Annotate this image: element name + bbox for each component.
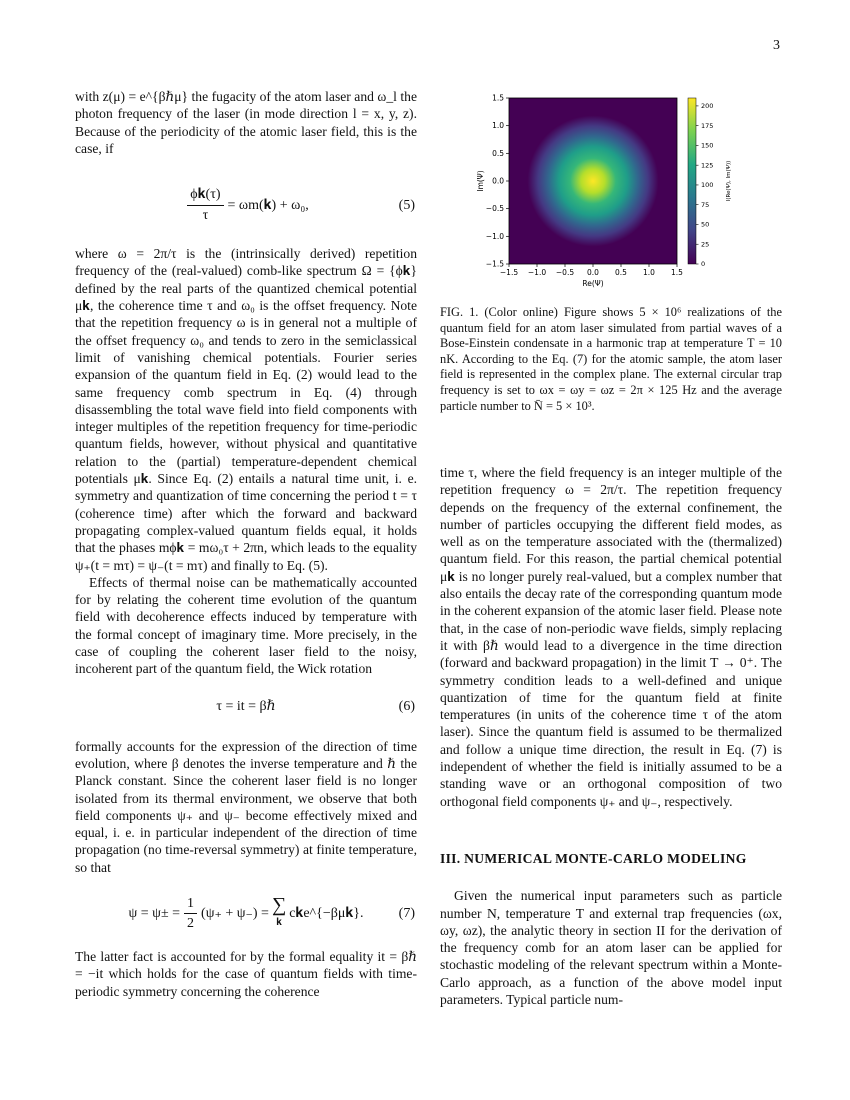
paragraph: The latter fact is accounted for by the formal equality it = βℏ = −it which holds for the case of quantum fields with time-periodic symmetry concerning the coherence [75,948,417,999]
equation-rhs: c𝐤e^{−βμ𝐤}. [289,906,364,922]
equation-5 [75,179,417,231]
right-column [440,464,782,1008]
equation-7 [75,892,417,936]
colorbar-tick-label: 50 [701,220,710,229]
colorbar [688,98,696,264]
fraction-numerator: 1 [184,895,197,914]
fraction-numerator: ϕ𝐤(τ) [187,186,223,205]
paragraph: time τ, where the field frequency is an integer multiple of the repetition frequency ω = 2π/τ. The repetition frequency depends on the frequency of the external confinement, the number of particles occupying the different field modes, as well as on the temperature associated with the (thermalized) quantum field. For this reason, the partial chemical potential μ𝐤 is no longer purely real-valued, but a complex number that also entails the decay rate of the corresponding quantum mode in the coherent expansion of the atomic laser field. Please note that, in the case of non-periodic wave fields, simply replacing it with βℏ would lead to a divergence in the time direction (forward and backward propagation) in the limit T → 0⁺. The symmetry condition leads to a well-defined and unique quantization of time for the quantum field at finite temperatures (in units of the coherence time τ of the atom laser). Since the quantum field is assumed to be thermalized and follow a unique time direction, the result in Eq. (7) is independent of whether the field is initially assumed to be a standing wave or an orthogonal composition of two orthogonal field components ψ₊ and ψ₋, respectively. [440,465,782,809]
paragraph: formally accounts for the expression of the direction of time evolution, where β denotes the inverse temperature and ℏ the Planck constant. Since the coherent laser field is no longer isolated from its thermal environment, we observe that both field components ψ₊ and ψ₋ become effectively mixed and equal, i. e. in particular independent of the direction of time propagation (no time-reversal symmetry) at finite temperature, so that [75,738,417,875]
y-tick-label: 1.0 [492,121,504,131]
figure-1 [440,92,785,297]
x-tick-label: −0.5 [555,268,575,277]
equation-rhs: = ωm(𝐤) + ω₀, [227,197,309,213]
heatmap-chart [440,92,785,292]
colorbar-tick-label: 150 [701,141,714,150]
y-tick-label: −0.5 [485,204,504,214]
figure-caption: FIG. 1. (Color online) Figure shows 5 × 10⁶ realizations of the quantum field for an atom laser simulated from partial waves of a Bose-Einstein condensate in a harmonic trap at temperature T = 10 nK. According to the Eq. (7) for the atomic sample, the atom laser field is represented in the complex plane. The external circular trap frequency is set to ωx = ωy = ωz = 2π × 125 Hz and the average particle number to N̄ = 5 × 10³. [440,305,782,413]
colorbar-tick-label: 125 [701,161,714,170]
x-tick-label: 0.5 [615,268,627,277]
y-tick-label: 0.5 [492,148,504,158]
x-tick-label: 1.5 [671,268,683,277]
section-heading: III. NUMERICAL MONTE-CARLO MODELING [440,850,747,866]
colorbar-label: I(Re(Ψ), Im(Ψ)) [726,160,732,202]
equation-6 [75,696,417,718]
colorbar-tick-label: 75 [701,200,710,209]
fraction [187,186,223,224]
x-tick-label: 1.0 [643,268,655,277]
x-axis-label: Re(Ψ) [582,279,604,288]
x-tick-label: −1.0 [527,268,547,277]
y-axis-label: Im(Ψ) [476,170,485,192]
colorbar-tick-label: 100 [701,181,714,190]
x-tick-label: 0.0 [587,268,599,277]
equation-lhs: ψ = ψ± = [128,906,181,922]
fraction-denominator: 2 [187,916,195,932]
colorbar-tick-label: 175 [701,121,714,130]
left-column [75,88,417,1000]
y-tick-label: −1.0 [485,231,504,241]
heatmap-peak [527,115,658,246]
paragraph: where ω = 2π/τ is the (intrinsically derived) repetition frequency of the (real-valued) comb-like spectrum Ω = {ϕ𝐤} defined by the real parts of the quantized chemical potential μ𝐤, the coherence time τ and ω₀ is the offset frequency. Note that the repetition frequency ω is in general not a multiple of the offset frequency ω₀ and tends to zero in the semiclassical limit of vanishing chemical potentials. Fourier series expansion of the quantum field in Eq. (2) would lead to the same frequency comb spectrum in Eq. (4) through disassembling the total wave field into field components with integer multiples of the repetition frequency for time-periodic quantum fields, however, without physical and quantitative relation to the (partial) temperature-dependent chemical potentials μ𝐤. Since Eq. (2) entails a natural time unit, i. e. symmetry and quantization of time concerning the period t = τ (coherence time) after which the forward and backward propagating complex-valued quantum fields equal, it holds that the phases mϕ𝐤 = mω₀τ + 2πn, which leads to the equality ψ₊(t = mτ) = ψ₋(t = mτ) and finally to Eq. (5). [75,246,417,573]
fraction-denominator: τ [202,207,209,223]
sum-symbol: ∑ [271,894,287,917]
equation-number: (5) [398,197,415,213]
paragraph: with z(μ) = e^{βℏμ} the fugacity of the atom laser and ω_l the photon frequency of the laser (in mode direction l = x, y, z). Because of the periodicity of the atomic laser field, this is the case, if [75,89,417,156]
x-tick-label: −1.5 [499,268,519,277]
paragraph: Given the numerical input parameters such as particle number N, temperature T and external trap frequencies (ωx, ωy, ωz), the analytic theory in section II for the derivation of the frequency comb for an atom laser can be applied for stochastic modeling of the relevant spectrum within a Monte-Carlo approach, as a function of the above model input parameters. Typical particle num- [440,888,782,1008]
colorbar-tick-label: 25 [701,240,710,249]
y-tick-label: −1.5 [485,259,504,269]
colorbar-tick-label: 200 [701,102,714,111]
sum-subscript: 𝐤 [276,917,282,929]
equation-number: (6) [398,698,415,714]
summation [272,896,286,931]
equation-number: (7) [398,906,415,922]
colorbar-tick-label: 0 [701,260,706,269]
paragraph: Effects of thermal noise can be mathematically accounted for by relating the coherent time evolution of the quantum field with decoherence effects induced by temperature with the formal concept of imaginary time. More precisely, in the case of coupling the coherent laser field to the noisy, incoherent part of the quantum field, the Wick rotation [75,574,417,677]
y-tick-label: 0.0 [492,176,504,186]
equation-expression: τ = it = βℏ [216,698,276,714]
y-tick-label: 1.5 [492,93,504,103]
equation-middle: (ψ₊ + ψ₋) = [201,906,269,922]
fraction [184,895,197,933]
page-number: 3 [773,38,780,53]
